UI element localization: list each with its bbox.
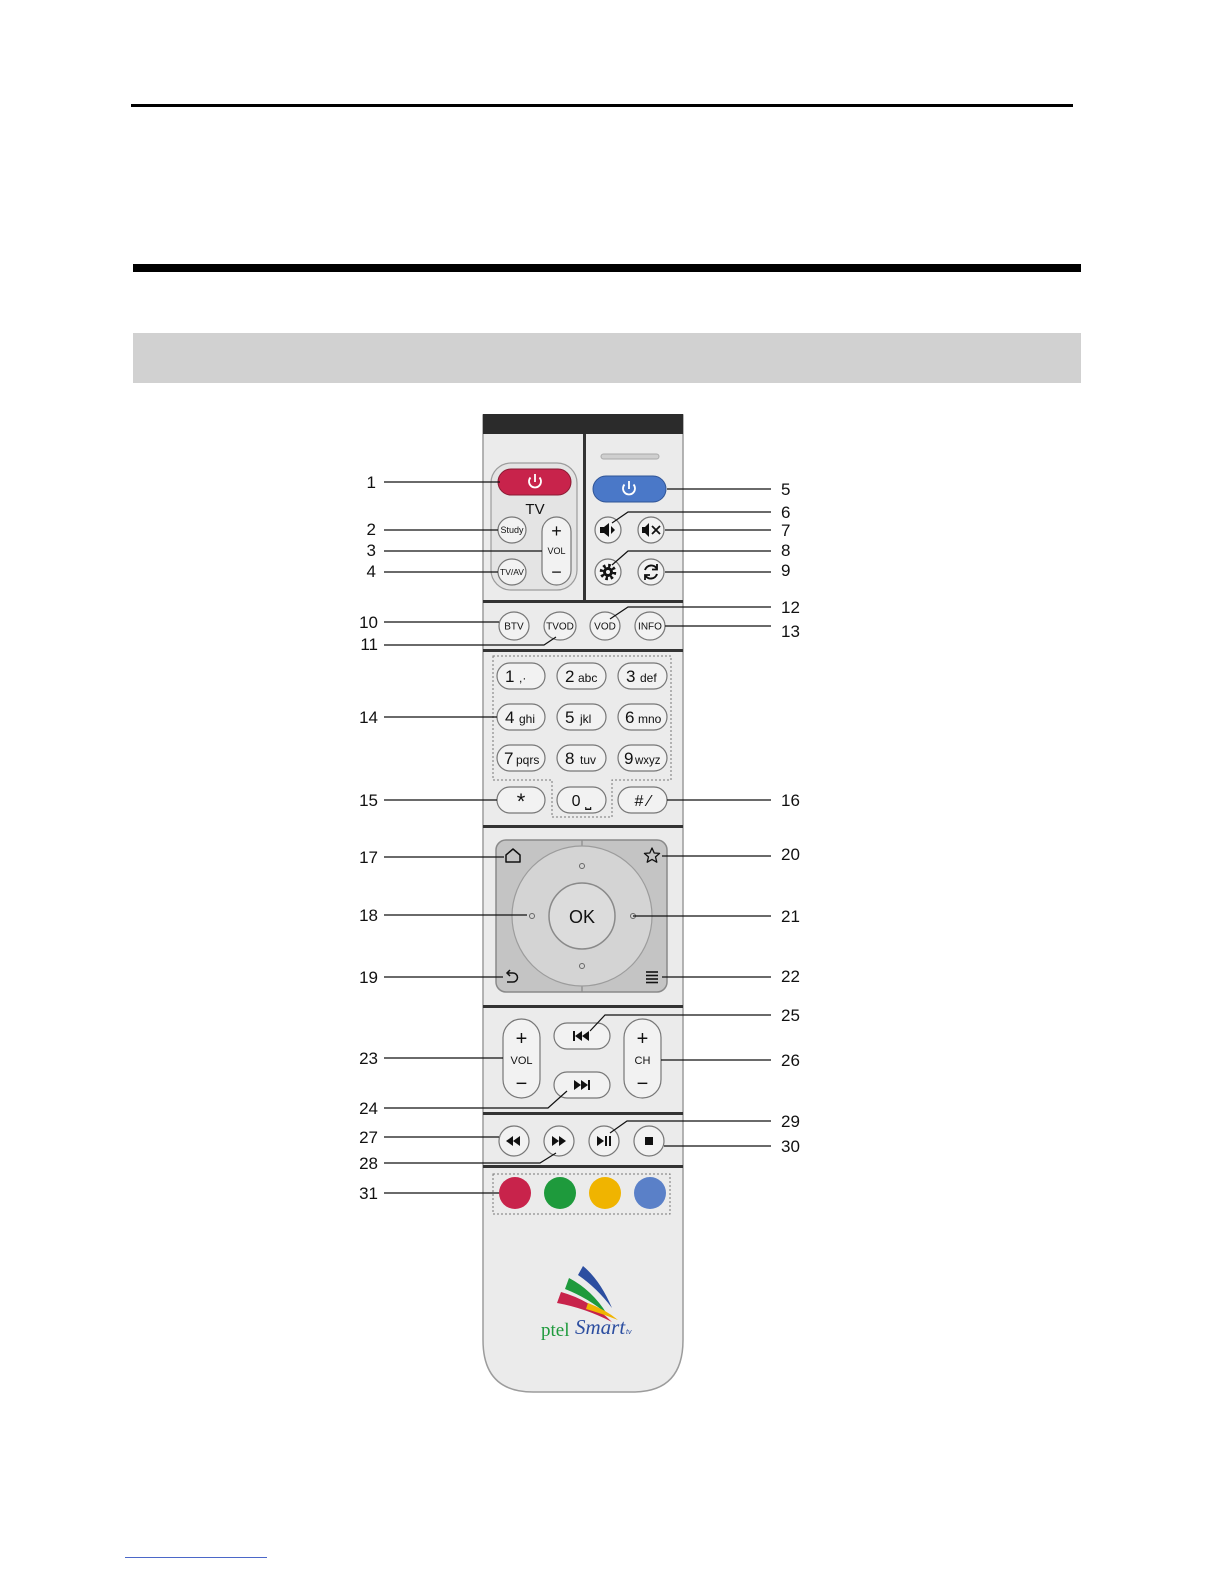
key-6-digit: 6	[625, 708, 635, 727]
key-9[interactable]	[618, 745, 667, 771]
vod-button[interactable]	[590, 612, 620, 640]
callout-13: 13	[781, 622, 800, 641]
ch-minus: −	[636, 1073, 649, 1095]
blue-button[interactable]	[634, 1177, 666, 1209]
key-2-digit: 2	[565, 667, 575, 686]
tv-vol-minus: −	[551, 562, 562, 582]
tv-volume-rocker[interactable]	[542, 517, 571, 585]
next-track-button[interactable]	[554, 1072, 610, 1098]
brand-logo-text-ptel: ptel	[541, 1320, 570, 1341]
tvod-button-label: TVOD	[546, 621, 574, 633]
callout-30: 30	[781, 1137, 800, 1156]
key-4-letters: ghi	[519, 712, 536, 726]
callout-1: 1	[366, 473, 376, 492]
key-0-label: 0 ⎵	[571, 793, 592, 810]
key-6[interactable]	[618, 704, 667, 730]
callout-22: 22	[781, 967, 800, 986]
key-7[interactable]	[497, 745, 545, 771]
callout-25: 25	[781, 1006, 800, 1025]
callout-12: 12	[781, 598, 800, 617]
fast-forward-button[interactable]	[544, 1126, 574, 1156]
callout-31: 31	[359, 1184, 378, 1203]
stop-icon	[645, 1137, 653, 1145]
callout-29: 29	[781, 1112, 800, 1131]
ch-label: CH	[634, 1055, 651, 1067]
callout-14: 14	[359, 708, 378, 727]
stb-volume-rocker[interactable]	[503, 1019, 540, 1098]
info-button[interactable]	[635, 612, 665, 640]
stb-vol-plus: +	[515, 1028, 528, 1050]
key-9-digit: 9	[624, 749, 634, 768]
key-3[interactable]	[618, 663, 667, 689]
tv-vol-label: VOL	[547, 546, 566, 556]
callout-28: 28	[359, 1154, 378, 1173]
key-star-label: *	[516, 789, 526, 814]
callout-2: 2	[366, 520, 376, 539]
callout-10: 10	[359, 613, 378, 632]
callout-5: 5	[781, 480, 791, 499]
btv-button[interactable]	[499, 612, 529, 640]
callout-19: 19	[359, 968, 378, 987]
key-4[interactable]	[497, 704, 545, 730]
key-1-digit: 1	[505, 667, 515, 686]
key-hash-label: # ⁄	[634, 793, 651, 810]
callout-11: 11	[360, 635, 378, 654]
mute-button[interactable]	[638, 517, 664, 543]
btv-button-label: BTV	[504, 621, 524, 633]
rewind-button[interactable]	[499, 1126, 529, 1156]
stb-power-button[interactable]	[593, 476, 666, 502]
tvod-button[interactable]	[544, 612, 576, 640]
key-3-letters: def	[640, 671, 657, 685]
key-7-letters: pqrs	[516, 753, 540, 767]
key-4-digit: 4	[505, 708, 515, 727]
brand-logo-text-smart: Smart	[575, 1315, 626, 1339]
callout-24: 24	[359, 1099, 378, 1118]
tvav-button[interactable]	[498, 559, 526, 585]
key-3-digit: 3	[626, 667, 636, 686]
key-8-letters: tuv	[580, 753, 597, 767]
study-button[interactable]	[498, 517, 526, 543]
tv-power-button[interactable]	[498, 469, 571, 495]
key-star[interactable]	[497, 787, 545, 814]
channel-rocker[interactable]	[624, 1019, 661, 1098]
yellow-button[interactable]	[589, 1177, 621, 1209]
key-1[interactable]	[497, 663, 545, 689]
key-8-digit: 8	[565, 749, 575, 768]
callout-26: 26	[781, 1051, 800, 1070]
callout-16: 16	[781, 791, 800, 810]
callout-27: 27	[359, 1128, 378, 1147]
callout-23: 23	[359, 1049, 378, 1068]
stb-vol-label: VOL	[510, 1055, 533, 1067]
key-2-letters: abc	[578, 671, 598, 685]
stb-vol-minus: −	[515, 1073, 528, 1095]
key-6-letters: mno	[638, 712, 662, 726]
key-5-letters: jkl	[580, 712, 592, 726]
ch-plus: +	[636, 1028, 649, 1050]
tv-vol-plus: +	[551, 521, 562, 541]
callout-7: 7	[781, 521, 791, 540]
key-5-digit: 5	[565, 708, 575, 727]
tvav-button-label: TV/AV	[500, 567, 524, 577]
callout-8: 8	[781, 541, 791, 560]
callout-3: 3	[366, 541, 376, 560]
key-0[interactable]	[557, 787, 606, 813]
ok-button-label: OK	[568, 907, 596, 927]
key-7-digit: 7	[504, 749, 514, 768]
stop-button[interactable]	[634, 1126, 664, 1156]
previous-track-button[interactable]	[554, 1023, 610, 1049]
volume-down-button[interactable]	[595, 517, 621, 543]
refresh-button[interactable]	[638, 559, 664, 585]
callout-20: 20	[781, 845, 800, 864]
ok-button[interactable]	[549, 883, 615, 949]
callout-6: 6	[781, 503, 791, 522]
callout-18: 18	[359, 906, 378, 925]
callout-9: 9	[781, 561, 791, 580]
vod-button-label: VOD	[594, 621, 616, 633]
key-1-letters: ,·	[519, 671, 527, 685]
callout-4: 4	[366, 562, 376, 581]
key-5[interactable]	[557, 704, 606, 730]
key-9-letters: wxyz	[635, 755, 661, 767]
key-2[interactable]	[557, 663, 606, 689]
remote-top-cap	[483, 414, 683, 434]
callout-21: 21	[781, 907, 800, 926]
callout-15: 15	[359, 791, 378, 810]
tv-label: TV	[525, 501, 545, 518]
key-hash[interactable]	[618, 787, 667, 813]
study-button-label: Study	[500, 525, 524, 535]
key-8[interactable]	[557, 745, 606, 771]
red-button[interactable]	[499, 1177, 531, 1209]
green-button[interactable]	[544, 1177, 576, 1209]
info-button-label: INFO	[638, 621, 662, 633]
callout-17: 17	[359, 848, 378, 867]
settings-button[interactable]	[595, 559, 621, 585]
brand-logo-text-tv: tv	[626, 1329, 632, 1336]
